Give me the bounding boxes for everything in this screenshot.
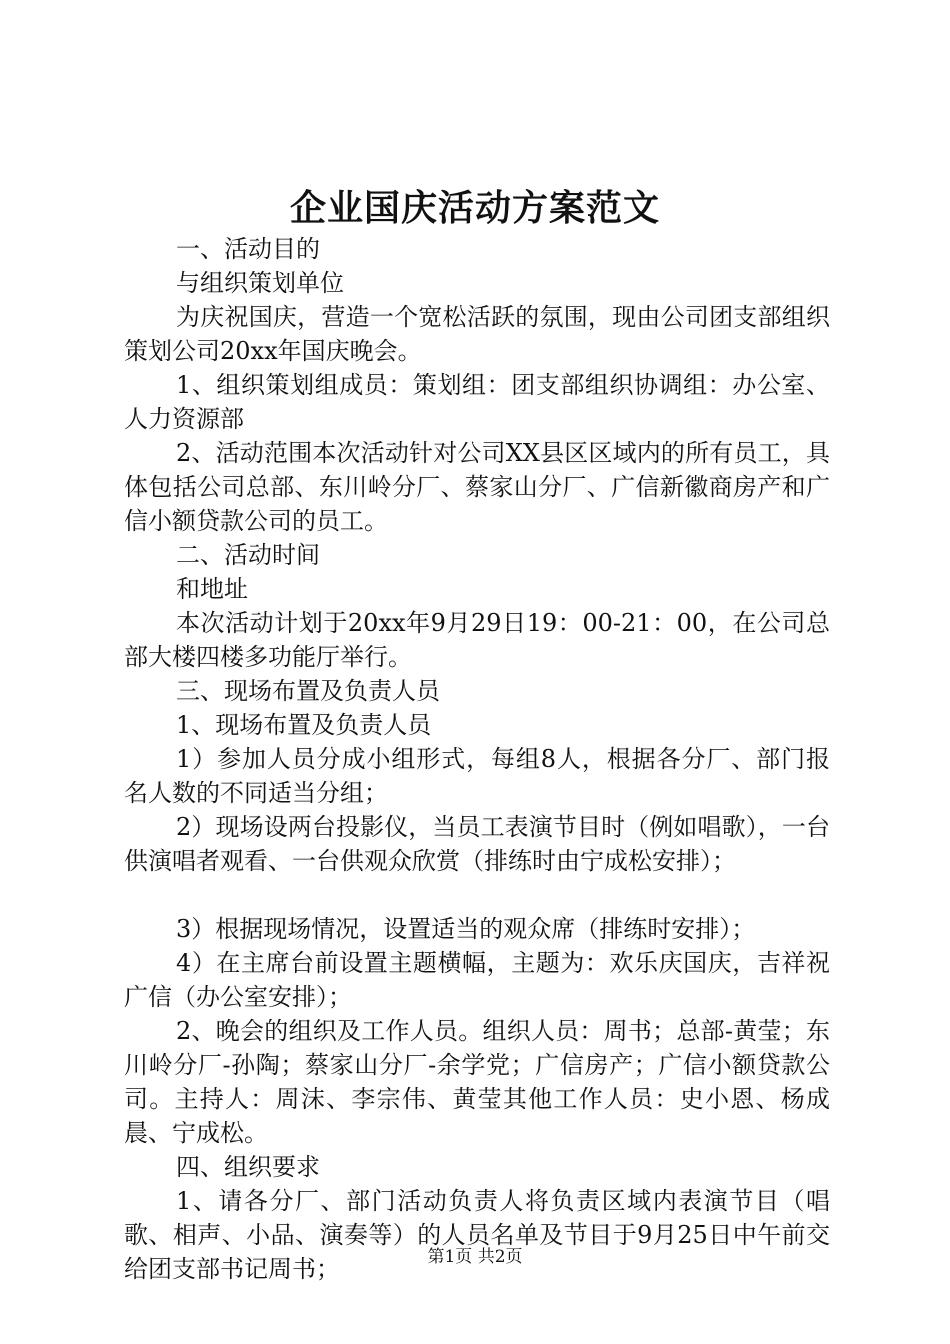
heading-requirements: 四、组织要求: [176, 1153, 320, 1181]
paragraph-schedule: 本次活动计划于20xx年9月29日19：00-21：00，在公司总部大楼四楼多功能厅举行。: [124, 609, 830, 671]
heading-organizer: 与组织策划单位: [176, 269, 344, 297]
paragraph-requirement-1: 1、请各分厂、部门活动负责人将负责区域内表演节目（唱歌、相声、小品、演奏等）的人员名单及节目于9月25日中午前交给团支部书记周书；: [124, 1187, 830, 1283]
document-title: 企业国庆活动方案范文: [289, 187, 660, 229]
list-item-projectors: 2）现场设两台投影仪，当员工表演节目时（例如唱歌），一台供演唱者观看、一台供观众欣赏（排练时由宁成松安排）；: [124, 813, 830, 875]
list-item-seating: 3）根据现场情况，设置适当的观众席（排练时安排）；: [176, 915, 756, 943]
heading-purpose: 一、活动目的: [176, 235, 320, 263]
document-body: [124, 232, 830, 1286]
paragraph-scope: 2、活动范围本次活动针对公司XX县区区域内的所有员工，具体包括公司总部、东川岭分厂、蔡家山分厂、广信新徽商房产和广信小额贷款公司的员工。: [124, 439, 830, 535]
subheading-layout: 1、现场布置及负责人员: [176, 711, 432, 739]
heading-layout: 三、现场布置及负责人员: [176, 677, 440, 705]
list-item-groups: 1）参加人员分成小组形式，每组8人，根据各分厂、部门报名人数的不同适当分组；: [124, 745, 830, 807]
heading-location: 和地址: [176, 575, 248, 603]
paragraph-staff: 2、晚会的组织及工作人员。组织人员：周书；总部-黄莹；东川岭分厂-孙陶；蔡家山分厂-余学党；广信房产；广信小额贷款公司。主持人：周沫、李宗伟、黄莹其他工作人员：史小恩、杨成晨、宁成松。: [124, 1017, 830, 1147]
paragraph-intro: 为庆祝国庆，营造一个宽松活跃的氛围，现由公司团支部组织策划公司20xx年国庆晚会。: [124, 303, 830, 365]
blank-line: [124, 878, 830, 912]
heading-time: 二、活动时间: [176, 541, 320, 569]
paragraph-members: 1、组织策划组成员：策划组：团支部组织协调组：办公室、人力资源部: [124, 371, 830, 433]
page-footer: 第1页 共2页: [427, 1247, 523, 1267]
list-item-banner: 4）在主席台前设置主题横幅，主题为：欢乐庆国庆，吉祥祝广信（办公室安排）；: [124, 949, 830, 1011]
